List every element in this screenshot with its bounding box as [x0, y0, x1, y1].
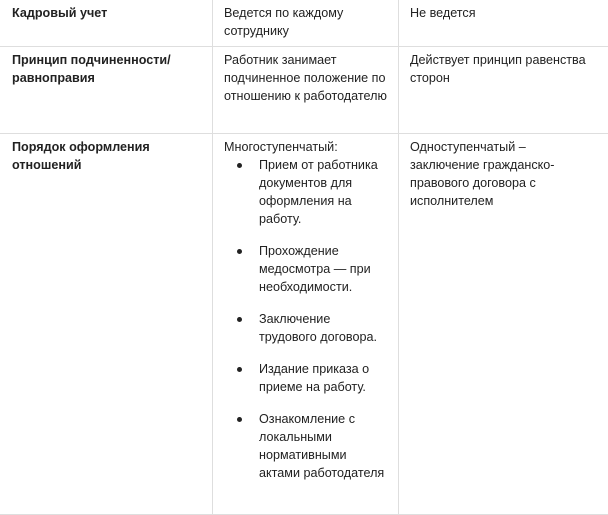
row-criterion-cell — [0, 47, 213, 134]
bullet-icon — [237, 249, 242, 254]
list-item — [259, 242, 388, 296]
labor-contract-cell — [213, 134, 399, 515]
row-criterion: Порядок оформления отношений — [12, 138, 202, 174]
labor-procedure-steps — [224, 156, 388, 482]
table-row — [0, 0, 608, 47]
row-criterion-cell — [0, 0, 213, 47]
step-text: Издание приказа о приеме на работу. — [259, 362, 369, 394]
table-row — [0, 47, 608, 134]
labor-contract-cell — [213, 47, 399, 134]
labor-contract-text: Работник занимает подчиненное положение по отношению к работодателю — [224, 51, 388, 105]
bullet-icon — [237, 163, 242, 168]
step-text: Прохождение медосмотра — при необходимости. — [259, 244, 371, 294]
table-row — [0, 134, 608, 515]
bullet-icon — [237, 317, 242, 322]
list-item — [259, 156, 388, 228]
civil-contract-cell — [399, 134, 608, 515]
civil-contract-cell — [399, 0, 608, 47]
list-item — [259, 410, 388, 482]
civil-contract-text: Действует принцип равенства сторон — [410, 51, 598, 87]
list-item — [259, 360, 388, 396]
step-text: Ознакомление с локальными нормативными актами работодателя — [259, 412, 384, 480]
row-criterion: Кадровый учет — [12, 4, 202, 22]
civil-contract-text: Не ведется — [410, 4, 598, 22]
bullet-icon — [237, 417, 242, 422]
list-item — [259, 310, 388, 346]
row-criterion: Принцип подчиненности/ равноправия — [12, 51, 202, 87]
labor-procedure-intro: Многоступенчатый: — [224, 138, 388, 156]
civil-contract-cell — [399, 47, 608, 134]
bullet-icon — [237, 367, 242, 372]
step-text: Заключение трудового договора. — [259, 312, 377, 344]
labor-contract-cell — [213, 0, 399, 47]
step-text: Прием от работника документов для оформления на работу. — [259, 158, 378, 226]
civil-contract-text: Одноступенчатый – заключение гражданско-правового договора с исполнителем — [410, 138, 598, 210]
labor-contract-text: Ведется по каждому сотруднику — [224, 4, 388, 40]
row-criterion-cell — [0, 134, 213, 515]
